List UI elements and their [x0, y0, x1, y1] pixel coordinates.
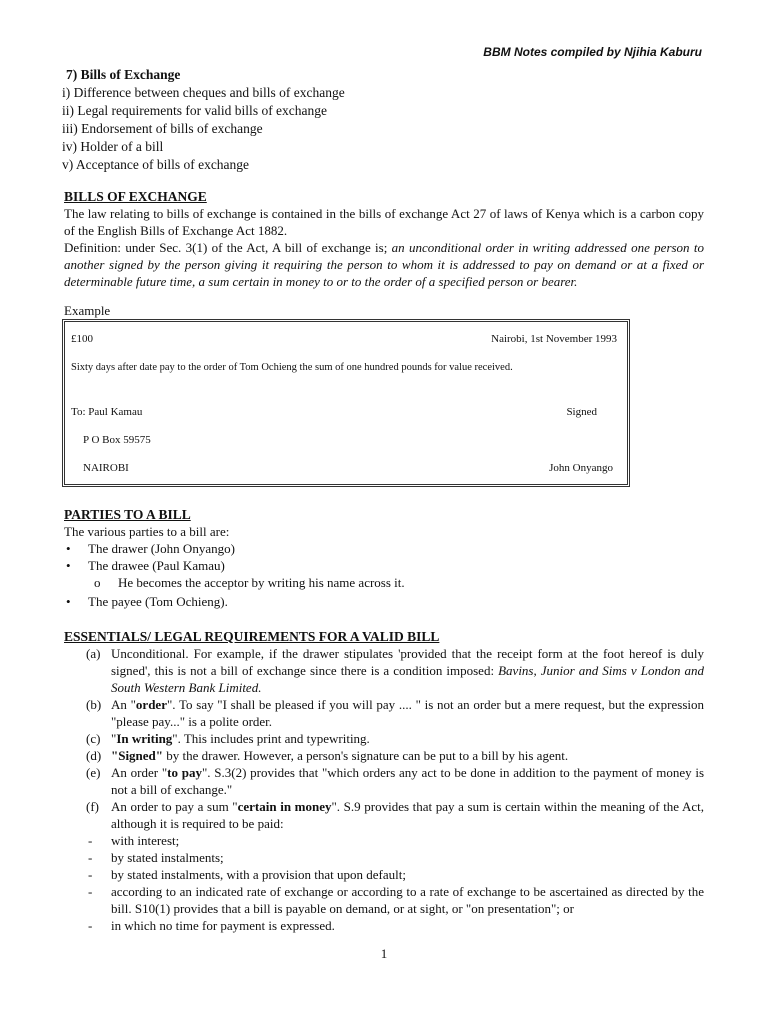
essential-item-f — [64, 798, 704, 832]
emphasis: certain in money — [237, 799, 332, 814]
toc-item: iii) Endorsement of bills of exchange — [62, 121, 263, 136]
payment-conditions-list — [64, 832, 704, 934]
toc-list — [62, 84, 345, 174]
parties-intro: The various parties to a bill are: — [64, 524, 230, 539]
toc-item: iv) Holder of a bill — [62, 139, 164, 154]
emphasis: In writing — [116, 731, 173, 746]
dash-item: - with interest; — [64, 832, 704, 849]
definition-paragraph — [64, 239, 704, 290]
bills-heading: BILLS OF EXCHANGE — [64, 189, 207, 204]
text-fragment: " — [111, 731, 117, 746]
bills-intro-paragraph: The law relating to bills of exchange is contained in the bills of exchange Act 27 of laws of Kenya which is a carbon copy of the English Bills of Exchange Act 1882. — [64, 206, 704, 238]
bill-city: NAIROBI — [83, 462, 129, 474]
emphasis: to pay — [167, 765, 202, 780]
item-label: (b) — [86, 697, 102, 712]
acceptor-note: o He becomes the acceptor by writing his name across it. — [64, 574, 704, 591]
dash-item: - according to an indicated rate of exchange or according to a rate of exchange to be ascertained as directed by the bill. S10(1) provides that a bill is payable on demand, or at sight, or "on presentation"; or — [64, 883, 704, 917]
essential-item-c — [64, 730, 704, 747]
text-fragment: ". S.3(2) provides that "which orders any act to be done in addition to the payment of money is not a bill of exchange." — [111, 765, 705, 797]
dash-item: - in which no time for payment is expressed. — [64, 917, 704, 934]
item-label: (a) — [86, 646, 101, 661]
essential-item-e — [64, 764, 704, 798]
definition-lead: Definition: under Sec. 3(1) of the Act, A bill of exchange is; — [64, 240, 392, 255]
parties-list — [64, 540, 704, 574]
running-header: BBM Notes compiled by Njihia Kaburu — [483, 45, 702, 59]
essential-item-d — [64, 747, 704, 764]
essential-a-text: Unconditional. For example, if the drawer stipulates 'provided that the receipt form at the foot hereof is duly signed', this is not a bill of exchange since there is a condition imposed: — [111, 646, 704, 678]
toc-item: v) Acceptance of bills of exchange — [62, 157, 250, 172]
bill-pobox: P O Box 59575 — [83, 434, 151, 446]
page-number: 1 — [380, 946, 388, 961]
essentials-heading: ESSENTIALS/ LEGAL REQUIREMENTS FOR A VALID BILL — [64, 629, 440, 644]
bill-place-date: Nairobi, 1st November 1993 — [491, 333, 617, 345]
bills-section — [64, 188, 704, 290]
text-fragment: ". To say "I shall be pleased if you will pay .... " is not an order but a mere request, but the expression "please pay..." is a polite order. — [111, 697, 705, 729]
item-label: (f) — [86, 799, 99, 814]
text-fragment: An " — [111, 697, 136, 712]
text-fragment: ". S.9 provides that pay a sum is certain within the meaning of the Act, although it is required to be paid: — [111, 799, 704, 831]
text-fragment: ". This includes print and typewriting. — [172, 731, 370, 746]
text-fragment: An order " — [111, 765, 168, 780]
toc-item: ii) Legal requirements for valid bills of exchange — [62, 103, 328, 118]
emphasis: "Signed" — [111, 748, 164, 763]
dash-item: - by stated instalments; — [64, 849, 704, 866]
toc-title: 7) Bills of Exchange — [66, 67, 181, 82]
item-label: (d) — [86, 748, 102, 763]
party-drawer: • The drawer (John Onyango) — [64, 540, 704, 557]
bill-signed-label: Signed — [566, 406, 597, 418]
party-drawee: • The drawee (Paul Kamau) — [64, 557, 704, 574]
essential-item-b — [64, 696, 704, 730]
parties-section — [64, 506, 704, 610]
example-bill-box — [62, 319, 630, 487]
essential-item-a — [64, 645, 704, 696]
bill-signer: John Onyango — [549, 462, 613, 474]
item-label: (c) — [86, 731, 101, 746]
party-payee: • The payee (Tom Ochieng). — [64, 593, 704, 610]
essentials-list — [64, 645, 704, 832]
text-fragment: by the drawer. However, a person's signature can be put to a bill by his agent. — [163, 748, 569, 763]
text-fragment: An order to pay a sum " — [111, 799, 238, 814]
dash-item: - by stated instalments, with a provision that upon default; — [64, 866, 704, 883]
toc-item: i) Difference between cheques and bills of exchange — [62, 85, 345, 100]
essentials-section — [64, 628, 704, 934]
example-label: Example — [64, 303, 111, 318]
bill-amount: £100 — [71, 333, 93, 345]
parties-heading: PARTIES TO A BILL — [64, 507, 191, 522]
item-label: (e) — [86, 765, 101, 780]
case-citation: Bavins, Junior and Sims v London and South Western Bank Limited. — [111, 663, 704, 695]
bill-body: Sixty days after date pay to the order of Tom Ochieng the sum of one hundred pounds for value received. — [71, 362, 513, 373]
parties-list-payee — [64, 593, 704, 610]
emphasis: order — [135, 697, 167, 712]
bill-to: To: Paul Kamau — [71, 406, 143, 418]
definition-text: an unconditional order in writing addressed one person to another signed by the person giving it requiring the person to whom it is addressed to pay on demand or at a fixed or determinable future time, a sum certain in money to or to the order of a specified person or bearer. — [64, 240, 704, 289]
